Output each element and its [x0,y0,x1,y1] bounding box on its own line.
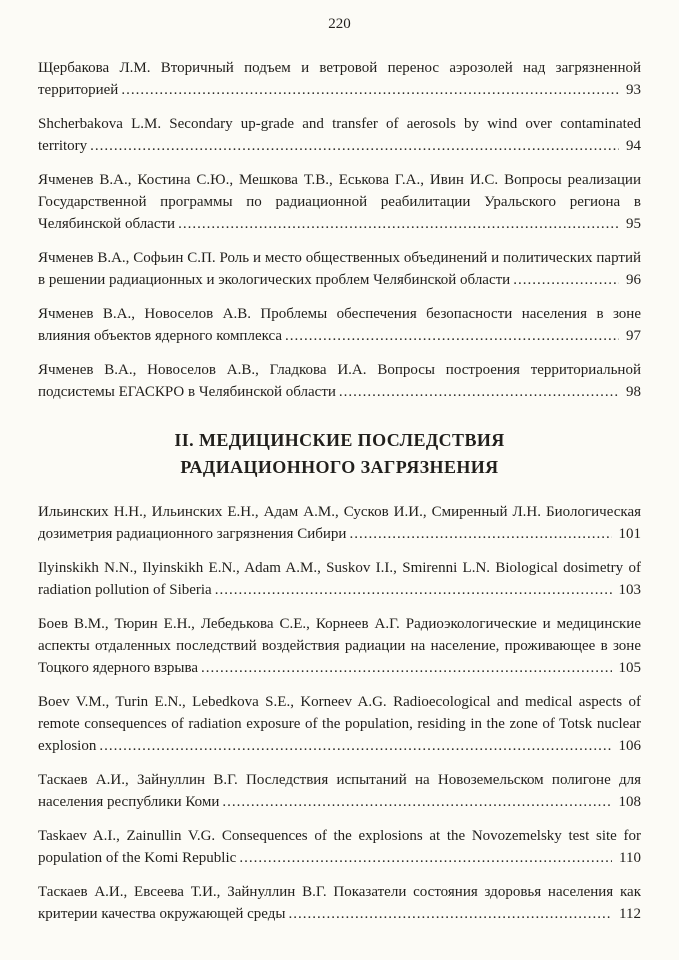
toc-entry-text: Boev V.M., Turin E.N., Lebedkova S.E., Korneev A.G. Radioecological and medical aspects of remote consequences of radiation exposure of the population, residing in the zone of Totsk nuclear explosion [38,694,641,754]
toc-entry-text: Taskaev A.I., Zainullin V.G. Consequences of the explosions at the Novozemelsky test site for population of the Komi Republic [38,828,641,866]
toc-entry-text: Ячменев В.А., Новоселов А.В. Проблемы обеспечения безопасности населения в зоне влияния объектов ядерного комплекса [38,306,641,344]
dot-leader [215,579,641,601]
toc-section-2 [38,501,641,925]
toc-entry-text: Ячменев В.А., Костина С.Ю., Мешкова Т.В., Еськова Г.А., Ивин И.С. Вопросы реализации Государственной программы по радиационной реабилитации Уральского региона в Челябинской области [38,172,641,232]
toc-entry [38,613,641,679]
toc-entry [38,769,641,813]
toc-entry [38,113,641,157]
toc-entry-page-number: 94 [619,135,641,157]
dot-leader [239,847,641,869]
dot-leader [222,791,641,813]
toc-entry [38,247,641,291]
toc-entry-text: Таскаев А.И., Зайнуллин В.Г. Последствия испытаний на Новоземельском полигоне для населения республики Коми [38,772,641,810]
page-header [38,14,641,35]
toc-entry-page-number: 105 [612,657,642,679]
dot-leader [201,657,641,679]
dot-leader [90,135,641,157]
toc-entry-text: Ilyinskikh N.N., Ilyinskikh E.N., Adam A.M., Suskov I.I., Smirenni L.N. Biological dosimetry of radiation pollution of Siberia [38,560,641,598]
toc-entry-text: Shcherbakova L.M. Secondary up-grade and transfer of aerosols by wind over contaminated territory [38,116,641,154]
dot-leader [285,325,641,347]
toc-entry-text: Ильинских Н.Н., Ильинских Е.Н., Адам А.М., Сусков И.И., Смиренный Л.Н. Биологическая дозиметрия радиационного загрязнения Сибири [38,504,641,542]
toc-entry-page-number: 110 [612,847,641,869]
toc-entry [38,303,641,347]
dot-leader [339,381,641,403]
toc-entry-page-number: 106 [612,735,642,757]
toc-entry [38,57,641,101]
toc-entry [38,557,641,601]
dot-leader [349,523,641,545]
toc-entry-text: Ячменев В.А., Новоселов А.В., Гладкова И.А. Вопросы построения территориальной подсистемы ЕГАСКРО в Челябинской области [38,362,641,400]
dot-leader [121,79,641,101]
toc-entry [38,501,641,545]
toc-entry-text: Таскаев А.И., Евсеева Т.И., Зайнуллин В.Г. Показатели состояния здоровья населения как критерии качества окружающей среды [38,884,641,922]
toc-entry-page-number: 101 [612,523,642,545]
toc-entry-page-number: 103 [612,579,642,601]
toc-entry-page-number: 96 [619,269,641,291]
toc-entry-page-number: 112 [612,903,641,925]
toc-entry-page-number: 97 [619,325,641,347]
dot-leader [99,735,641,757]
toc-entry [38,169,641,235]
toc-section-1 [38,57,641,403]
toc-entry-page-number: 98 [619,381,641,403]
toc-entry [38,881,641,925]
toc-entry-page-number: 108 [612,791,642,813]
toc-entry-page-number: 93 [619,79,641,101]
toc-entry-text: Ячменев В.А., Софьин С.П. Роль и место общественных объединений и политических партий в решении радиационных и экологических проблем Челябинской области [38,250,641,288]
toc-entry-text: Боев В.М., Тюрин Е.Н., Лебедькова С.Е., Корнеев А.Г. Радиоэкологические и медицинские аспекты отдаленных последствий воздействия радиации на население, проживающее в зоне Тоцкого ядерного взрыва [38,616,641,676]
dot-leader [178,213,641,235]
toc-entry [38,691,641,757]
dot-leader [288,903,641,925]
toc-entry [38,825,641,869]
section-heading: II. МЕДИЦИНСКИЕ ПОСЛЕДСТВИЯ РАДИАЦИОННОГО ЗАГРЯЗНЕНИЯ [174,430,505,477]
page-number-header: 220 [328,16,351,32]
toc-entry [38,359,641,403]
toc-entry-page-number: 95 [619,213,641,235]
toc-entry-text: Щербакова Л.М. Вторичный подъем и ветровой перенос аэрозолей над загрязненной территорией [38,60,641,98]
